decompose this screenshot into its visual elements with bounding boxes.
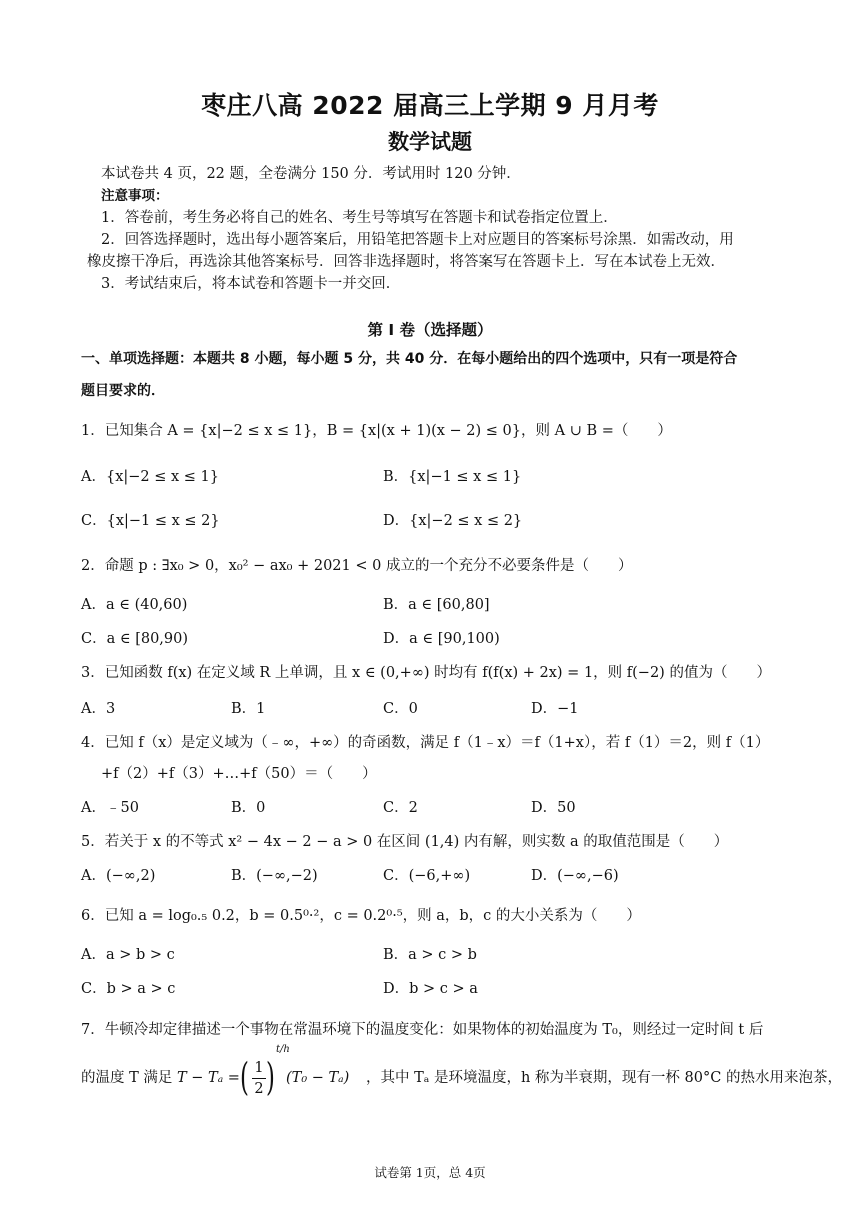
question-4-option-a: A．﹣50 [81, 800, 139, 816]
question-3-stem: 3．已知函数 f(x) 在定义域 R 上单调，且 x ∈ (0,+∞) 时均有 f(f(x) + 2x) = 1，则 f(−2) 的值为（ ） [81, 665, 771, 681]
question-7-stem-cont-prefix: 的温度 T 满足 [81, 1070, 173, 1086]
fraction-bar [252, 1078, 266, 1079]
notice-item-1: 1．答卷前，考生务必将自己的姓名、考生号等填写在答题卡和试卷指定位置上． [101, 210, 618, 226]
section-instruction-cont: 题目要求的． [81, 383, 165, 399]
question-3-option-d: D．−1 [531, 701, 579, 717]
section-title: 第 I 卷（选择题） [367, 321, 493, 339]
question-5-stem: 5．若关于 x 的不等式 x² − 4x − 2 − a > 0 在区间 (1,4) 内有解，则实数 a 的取值范围是（ ） [81, 834, 729, 850]
question-4-option-b: B．0 [231, 800, 266, 816]
question-6-option-b: B．a > c > b [383, 947, 477, 963]
question-2-option-d: D．a ∈ [90,100) [383, 631, 500, 647]
notice-item-2: 2．回答选择题时，选出每小题答案后，用铅笔把答题卡上对应题目的答案标号涂黑．如需改动，用 [101, 232, 734, 248]
question-3-option-b: B．1 [231, 701, 266, 717]
question-3-option-a: A．3 [81, 701, 116, 717]
question-5-option-d: D．(−∞,−6) [531, 868, 619, 884]
question-5-option-c: C．(−6,+∞) [383, 868, 471, 884]
question-1-option-a: A．{x|−2 ≤ x ≤ 1} [81, 469, 219, 485]
exam-title: 枣庄八高 2022 届高三上学期 9 月月考 [201, 91, 659, 120]
question-2-option-a: A．a ∈ (40,60) [81, 597, 188, 613]
question-4-stem: 4．已知 f（x）是定义域为（﹣∞，+∞）的奇函数，满足 f（1﹣x）＝f（1+x），若 f（1）＝2，则 f（1） [81, 735, 770, 751]
question-1-option-b: B．{x|−1 ≤ x ≤ 1} [383, 469, 522, 485]
fraction-numerator: 1 [254, 1060, 264, 1076]
notice-item-3: 3．考试结束后，将本试卷和答题卡一并交回． [101, 276, 401, 292]
question-4-stem-cont: +f（2）+f（3）+…+f（50）＝（ ） [101, 766, 377, 782]
question-2-stem: 2．命题 p : ∃x₀ > 0，x₀² − ax₀ + 2021 < 0 成立的一个充分不必要条件是（ ） [81, 558, 633, 574]
question-7-formula-rhs: (T₀ − Tₐ) [286, 1070, 350, 1086]
page-footer: 试卷第 1页，总 4页 [374, 1165, 486, 1180]
fraction-denominator: 2 [254, 1081, 264, 1097]
question-2-option-b: B．a ∈ [60,80] [383, 597, 490, 613]
question-5-option-b: B．(−∞,−2) [231, 868, 318, 884]
question-7-stem: 7．牛顿冷却定律描述一个事物在常温环境下的温度变化：如果物体的初始温度为 T₀，则经过一定时间 t 后 [81, 1022, 764, 1038]
question-3-option-c: C．0 [383, 701, 418, 717]
exam-info: 本试卷共 4 页，22 题，全卷满分 150 分．考试用时 120 分钟． [101, 166, 521, 182]
notice-item-2-cont: 橡皮擦干净后，再选涂其他答案标号．回答非选择题时，将答案写在答题卡上．写在本试卷上无效． [87, 254, 725, 270]
section-instruction: 一、单项选择题：本题共 8 小题，每小题 5 分，共 40 分．在每小题给出的四个选项中，只有一项是符合 [81, 351, 738, 367]
fraction-exponent: t/h [276, 1044, 290, 1055]
question-7-formula-fraction: ( 1 2 ) t/h [240, 1044, 290, 1099]
question-7-formula-lhs: T − Tₐ = [177, 1070, 240, 1086]
question-1-stem: 1．已知集合 A = {x|−2 ≤ x ≤ 1}，B = {x|(x + 1)(x − 2) ≤ 0}，则 A ∪ B =（ ） [81, 423, 672, 439]
question-4-option-d: D．50 [531, 800, 576, 816]
exam-subtitle: 数学试题 [388, 130, 472, 154]
question-7-stem-cont-suffix: ，其中 Tₐ 是环境温度，h 称为半衰期，现有一杯 80°C 的热水用来泡茶， [366, 1070, 842, 1086]
question-1-option-c: C．{x|−1 ≤ x ≤ 2} [81, 513, 220, 529]
question-6-option-d: D．b > c > a [383, 981, 478, 997]
question-6-option-a: A．a > b > c [81, 947, 175, 963]
question-4-option-c: C．2 [383, 800, 418, 816]
notice-heading: 注意事项： [101, 188, 169, 204]
question-6-option-c: C．b > a > c [81, 981, 176, 997]
question-2-option-c: C．a ∈ [80,90) [81, 631, 189, 647]
question-5-option-a: A．(−∞,2) [81, 868, 156, 884]
question-6-stem: 6．已知 a = log₀.₅ 0.2，b = 0.5⁰·²，c = 0.2⁰·⁵，则 a，b，c 的大小关系为（ ） [81, 908, 641, 924]
question-1-option-d: D．{x|−2 ≤ x ≤ 2} [383, 513, 523, 529]
